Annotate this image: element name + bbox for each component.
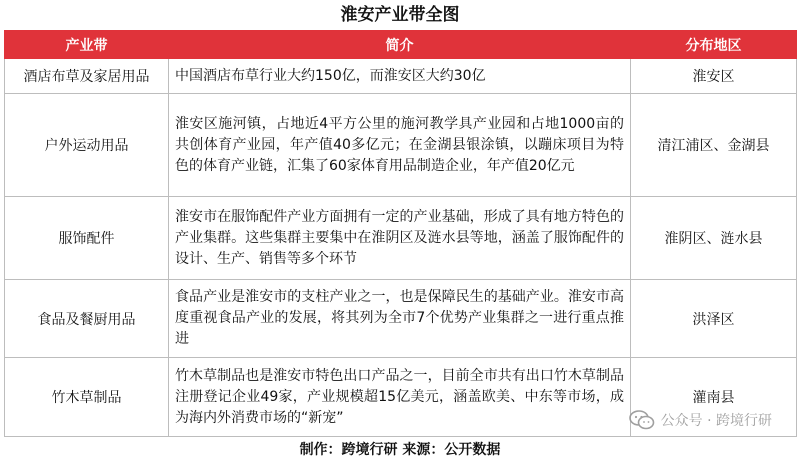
industry-table [4,30,797,437]
row-region: 清江浦区、金湖县 [631,94,797,197]
row-category: 竹木草制品 [5,358,169,437]
row-description: 淮安市在服饰配件产业方面拥有一定的产业基础，形成了具有地方特色的产业集群。这些集群主要集中在淮阴区及涟水县等地，涵盖了服饰配件的设计、生产、销售等多个环节 [169,197,631,280]
table-header-row [5,31,797,59]
table-row [5,94,797,197]
row-description: 中国酒店布草行业大约150亿，而淮安区大约30亿 [169,59,631,94]
watermark [629,408,772,432]
page-title: 淮安产业带全图 [340,5,460,25]
row-description: 淮安区施河镇，占地近4平方公里的施河教学具产业园和占地1000亩的共创体育产业园，年产值40多亿元；在金湖县银涂镇，以蹦床项目为特色的体育产业链，汇集了60家体育用品制造企业，年产值20亿元 [169,94,631,197]
header-region: 分布地区 [631,31,797,59]
table-row [5,59,797,94]
row-category: 食品及餐厨用品 [5,280,169,358]
header-category: 产业带 [5,31,169,59]
watermark-text: 公众号 · 跨境行研 [660,413,772,429]
header-description: 简介 [169,31,631,59]
wechat-icon [629,410,655,430]
row-region: 淮阴区、涟水县 [631,197,797,280]
row-category: 服饰配件 [5,197,169,280]
row-category: 酒店布草及家居用品 [5,59,169,94]
row-description: 食品产业是淮安市的支柱产业之一，也是保障民生的基础产业。淮安市高度重视食品产业的发展，将其列为全市7个优势产业集群之一进行重点推进 [169,280,631,358]
table-row [5,197,797,280]
row-region: 洪泽区 [631,280,797,358]
table-row [5,280,797,358]
footer-credit: 制作：跨境行研 来源：公开数据 [299,442,501,458]
row-description: 竹木草制品也是淮安市特色出口产品之一，目前全市共有出口竹木草制品注册登记企业49家，产业规模超15亿美元，涵盖欧美、中东等市场，成为海内外消费市场的“新宠” [169,358,631,437]
row-region: 淮安区 [631,59,797,94]
row-region: 灌南县 [631,358,797,437]
row-category: 户外运动用品 [5,94,169,197]
